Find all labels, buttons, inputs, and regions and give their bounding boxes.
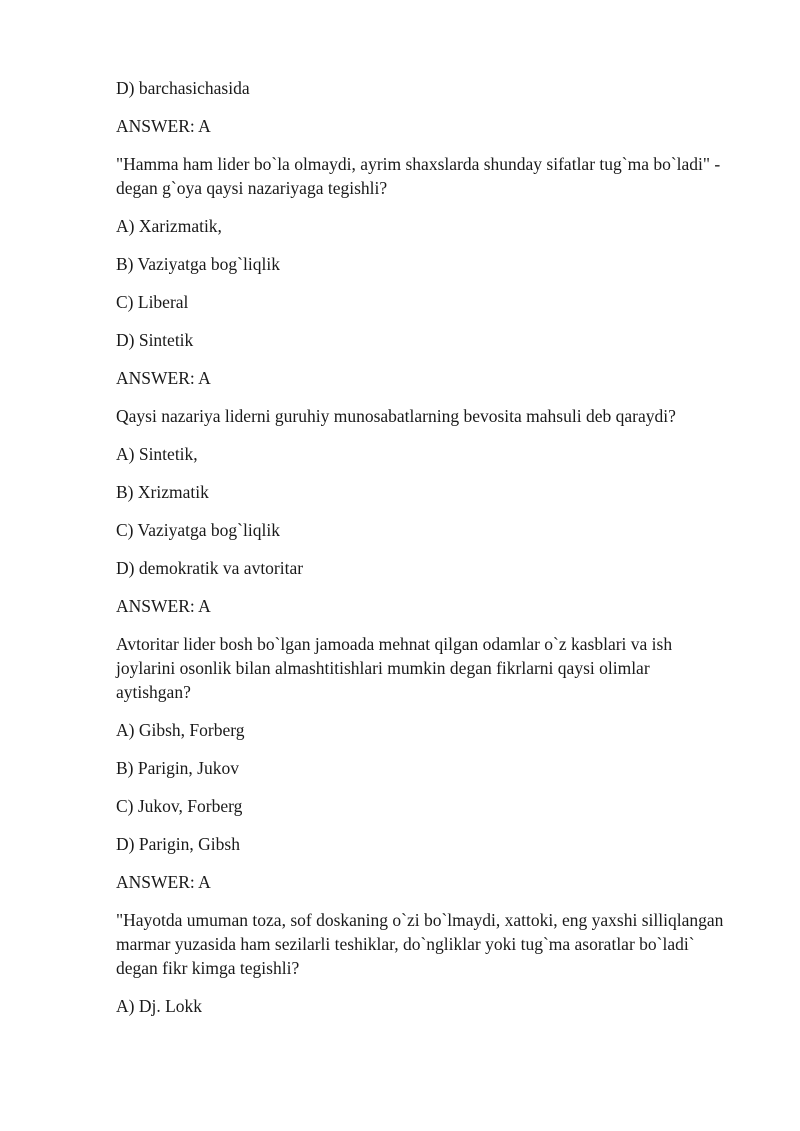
- document-content: [116, 76, 726, 1032]
- option-text: D) Sintetik: [116, 330, 194, 350]
- option-text: C) Jukov, Forberg: [116, 796, 243, 816]
- option-text: C) Vaziyatga bog`liqlik: [116, 520, 280, 540]
- answer-text: ANSWER: A: [116, 872, 211, 892]
- option-text: A) Xarizmatik,: [116, 216, 222, 236]
- question-text: Qaysi nazariya liderni guruhiy munosabatlarning bevosita mahsuli deb qaraydi?: [116, 406, 676, 426]
- question-text: "Hayotda umuman toza, sof doskaning o`zi bo`lmaydi, xattoki, eng yaxshi silliqlangan marmar yuzasida ham sezilarli teshiklar, do`ngliklar yoki tug`ma asoratlar bo`ladi` degan fikr kimga tegishli?: [116, 910, 724, 978]
- option-text: A) Dj. Lokk: [116, 996, 203, 1016]
- option-text: B) Vaziyatga bog`liqlik: [116, 254, 280, 274]
- answer-text: ANSWER: A: [116, 116, 211, 136]
- option-text: A) Sintetik,: [116, 444, 198, 464]
- answer-text: ANSWER: A: [116, 368, 211, 388]
- option-text: A) Gibsh, Forberg: [116, 720, 245, 740]
- question-text: Avtoritar lider bosh bo`lgan jamoada mehnat qilgan odamlar o`z kasblari va ish joylarini osonlik bilan almashtitishlari mumkin degan fikrlarni qaysi olimlar aytishgan?: [116, 634, 673, 702]
- option-text: D) barchasichasida: [116, 78, 250, 98]
- answer-text: ANSWER: A: [116, 596, 211, 616]
- question-text: "Hamma ham lider bo`la olmaydi, ayrim shaxslarda shunday sifatlar tug`ma bo`ladi" - degan g`oya qaysi nazariyaga tegishli?: [116, 154, 721, 198]
- option-text: B) Parigin, Jukov: [116, 758, 239, 778]
- option-text: C) Liberal: [116, 292, 189, 312]
- option-text: B) Xrizmatik: [116, 482, 209, 502]
- option-text: D) demokratik va avtoritar: [116, 558, 304, 578]
- option-text: D) Parigin, Gibsh: [116, 834, 240, 854]
